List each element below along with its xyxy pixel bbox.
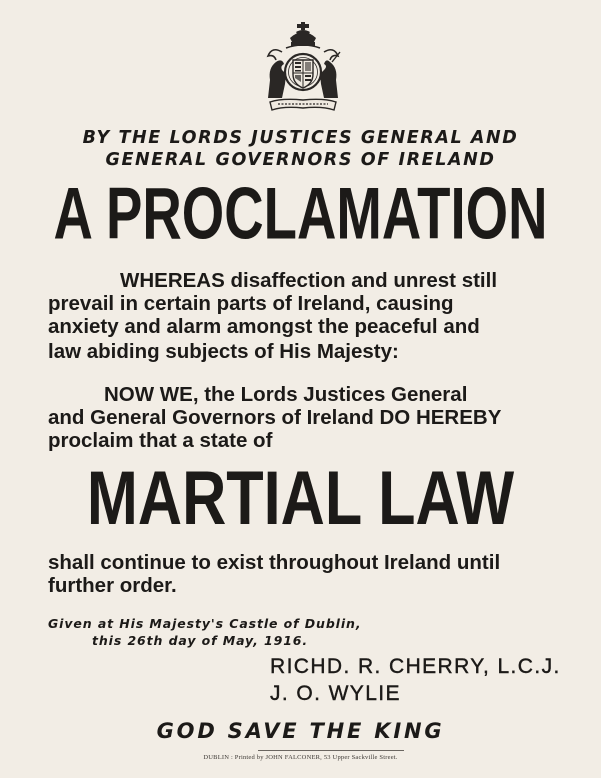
- continue-line-2: further order.: [48, 574, 177, 597]
- royal-coat-of-arms-icon: [262, 22, 344, 114]
- given-line-2: this 26th day of May, 1916.: [92, 633, 309, 648]
- heading-line-1: BY THE LORDS JUSTICES GENERAL AND: [82, 128, 519, 148]
- now-line-1-text: NOW WE, the Lords Justices General: [104, 383, 468, 406]
- printer-rule: [258, 750, 404, 751]
- printer-imprint: DUBLIN : Printed by JOHN FALCONER, 53 Upper Sackville Street.: [203, 754, 398, 761]
- signature-cherry: RICHD. R. CHERRY, L.C.J.: [270, 655, 561, 678]
- now-line-3: proclaim that a state of: [48, 429, 273, 452]
- now-line-1: [48, 383, 558, 406]
- signature-wylie: J. O. WYLIE: [270, 682, 401, 705]
- given-line-1: Given at His Majesty's Castle of Dublin,: [48, 616, 362, 631]
- proclamation-title: A PROCLAMATION: [53, 173, 548, 256]
- whereas-line-1: [48, 269, 558, 292]
- now-line-2: and General Governors of Ireland DO HEREBY: [48, 406, 502, 429]
- god-save-the-king: GOD SAVE THE KING: [156, 719, 445, 743]
- continue-line-1: shall continue to exist throughout Ireland until: [48, 551, 501, 574]
- heading-line-2: GENERAL GOVERNORS OF IRELAND: [105, 150, 496, 170]
- whereas-line-2: prevail in certain parts of Ireland, causing: [48, 292, 454, 315]
- whereas-line-1-text: WHEREAS disaffection and unrest still: [120, 269, 498, 292]
- whereas-line-3: anxiety and alarm amongst the peaceful and: [48, 315, 480, 338]
- martial-law-title: MARTIAL LAW: [86, 455, 515, 541]
- whereas-line-4: law abiding subjects of His Majesty:: [48, 340, 399, 363]
